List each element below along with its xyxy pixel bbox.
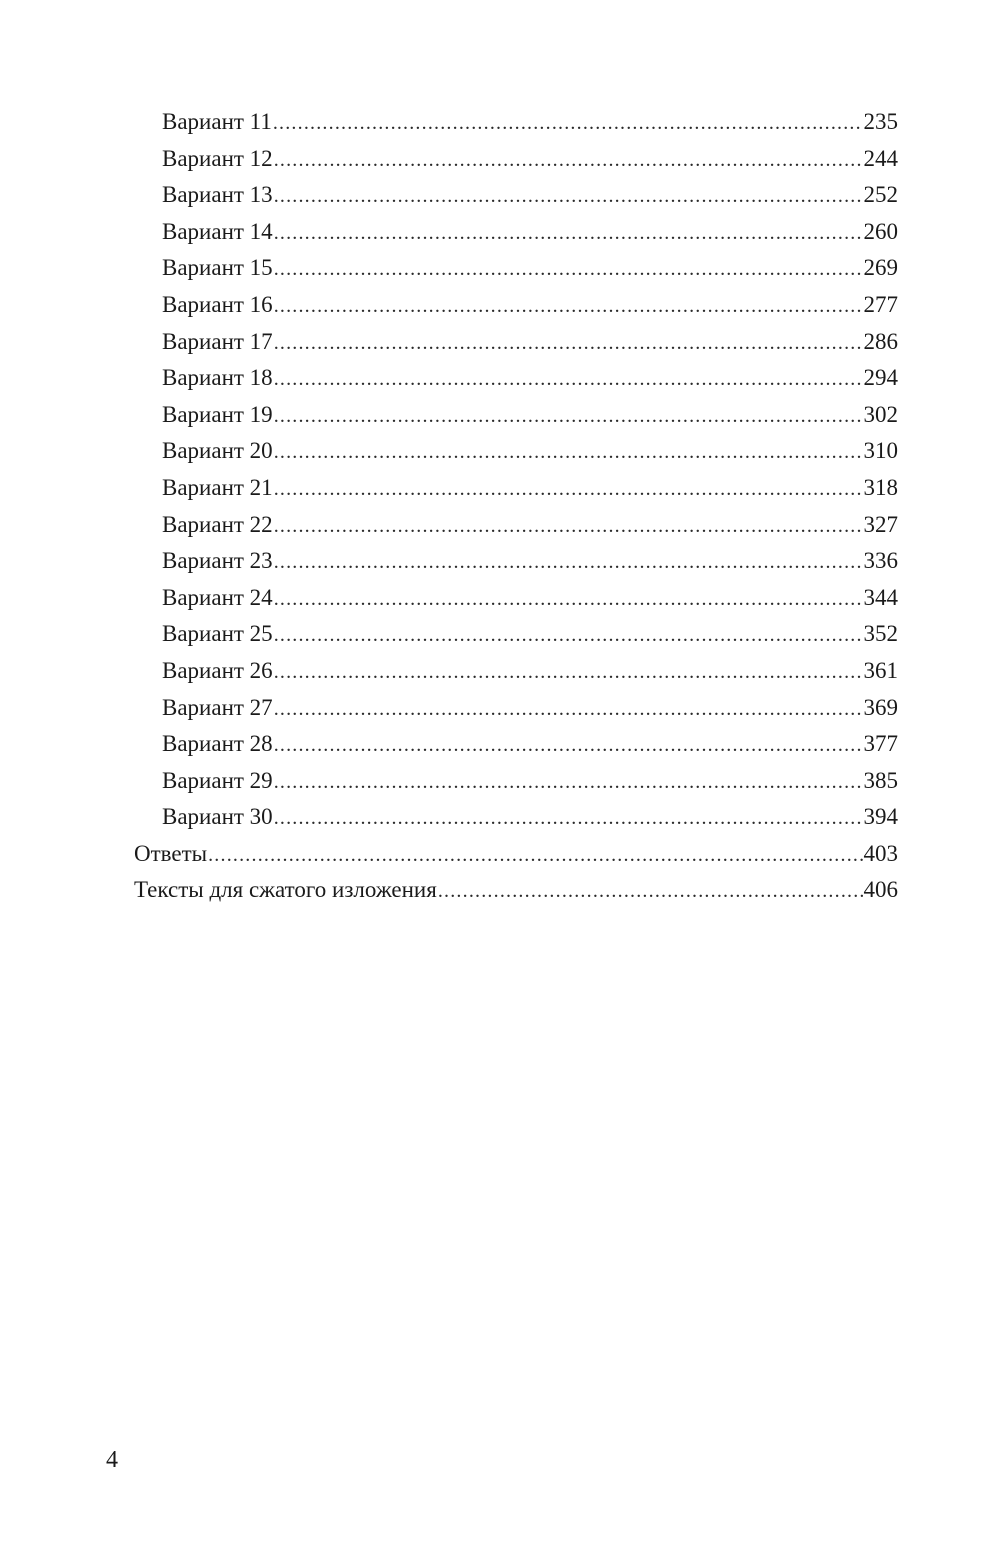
toc-dot-leader [274,142,863,179]
toc-entry-page: 277 [863,291,898,317]
toc-entry-title: Вариант 24 [162,584,273,610]
toc-entry-title: Вариант 11 [162,109,272,134]
toc-entry-page: 377 [863,731,898,757]
toc-entry-page: 244 [863,145,898,171]
toc-dot-leader [274,178,863,215]
toc-entry [134,872,898,909]
toc-dot-leader [438,873,863,910]
toc-dot-leader [274,654,863,691]
toc-entry-title: Вариант 16 [162,291,273,317]
toc-entry [134,616,898,653]
toc-entry-page: 318 [863,474,898,500]
toc-entry-page: 406 [863,877,898,903]
toc-dot-leader [274,800,863,837]
toc-entry [134,104,898,141]
toc-entry-title: Вариант 22 [162,511,273,537]
toc-entry-title: Вариант 28 [162,731,273,757]
toc-entry [134,433,898,470]
toc-entry-title: Вариант 30 [162,804,273,830]
toc-entry [134,507,898,544]
page-number: 4 [106,1447,118,1473]
toc-entry-title: Вариант 19 [162,401,273,427]
toc-entry [134,360,898,397]
toc-entry-title: Вариант 27 [162,694,273,720]
toc-dot-leader [274,727,863,764]
toc-entry-title: Вариант 26 [162,657,273,683]
toc-entry [134,250,898,287]
toc-entry [134,690,898,727]
toc-entry-page: 235 [863,109,898,134]
toc-dot-leader [274,434,863,471]
toc-entry-title: Вариант 21 [162,474,273,500]
toc-entry-title: Вариант 20 [162,438,273,464]
toc-entry-page: 252 [863,182,898,208]
toc-entry [134,543,898,580]
toc-dot-leader [274,508,863,545]
toc-entry-title: Ответы [134,840,208,866]
toc-entry-title: Вариант 23 [162,548,273,574]
toc-dot-leader [274,581,863,618]
toc-entry [134,397,898,434]
toc-entry-page: 352 [863,621,898,647]
table-of-contents [134,104,898,909]
toc-entry [134,580,898,617]
toc-entry [134,287,898,324]
toc-entry-page: 369 [863,694,898,720]
toc-entry-page: 269 [863,255,898,281]
toc-dot-leader [274,288,863,325]
toc-dot-leader [208,837,862,874]
toc-entry-page: 361 [863,657,898,683]
toc-dot-leader [274,325,863,362]
toc-entry-title: Вариант 29 [162,767,273,793]
toc-dot-leader [274,544,863,581]
toc-entry [134,141,898,178]
toc-entry-page: 385 [863,767,898,793]
toc-entry-title: Тексты для сжатого изложения [134,877,437,903]
toc-entry-page: 260 [863,218,898,244]
toc-entry-page: 294 [863,365,898,391]
toc-entry [134,214,898,251]
toc-entry [134,177,898,214]
toc-entry-page: 403 [863,840,898,866]
toc-entry-page: 336 [863,548,898,574]
toc-entry [134,653,898,690]
toc-dot-leader [274,617,863,654]
toc-entry-title: Вариант 12 [162,145,273,171]
toc-dot-leader [274,251,863,288]
toc-dot-leader [274,471,863,508]
toc-entry-title: Вариант 18 [162,365,273,391]
toc-entry-page: 394 [863,804,898,830]
toc-entry [134,799,898,836]
toc-entry-title: Вариант 13 [162,182,273,208]
toc-dot-leader [273,105,863,142]
toc-entry-page: 327 [863,511,898,537]
toc-entry [134,470,898,507]
toc-entry-title: Вариант 25 [162,621,273,647]
toc-entry-title: Вариант 17 [162,328,273,354]
toc-entry-page: 344 [863,584,898,610]
toc-entry-page: 310 [863,438,898,464]
toc-dot-leader [274,691,863,728]
toc-entry-page: 302 [863,401,898,427]
toc-dot-leader [274,398,863,435]
toc-entry [134,836,898,873]
toc-entry [134,726,898,763]
toc-entry [134,324,898,361]
toc-entry-page: 286 [863,328,898,354]
toc-dot-leader [274,764,863,801]
toc-dot-leader [274,215,863,252]
toc-entry-title: Вариант 15 [162,255,273,281]
toc-entry [134,763,898,800]
toc-entry-title: Вариант 14 [162,218,273,244]
toc-dot-leader [274,361,863,398]
